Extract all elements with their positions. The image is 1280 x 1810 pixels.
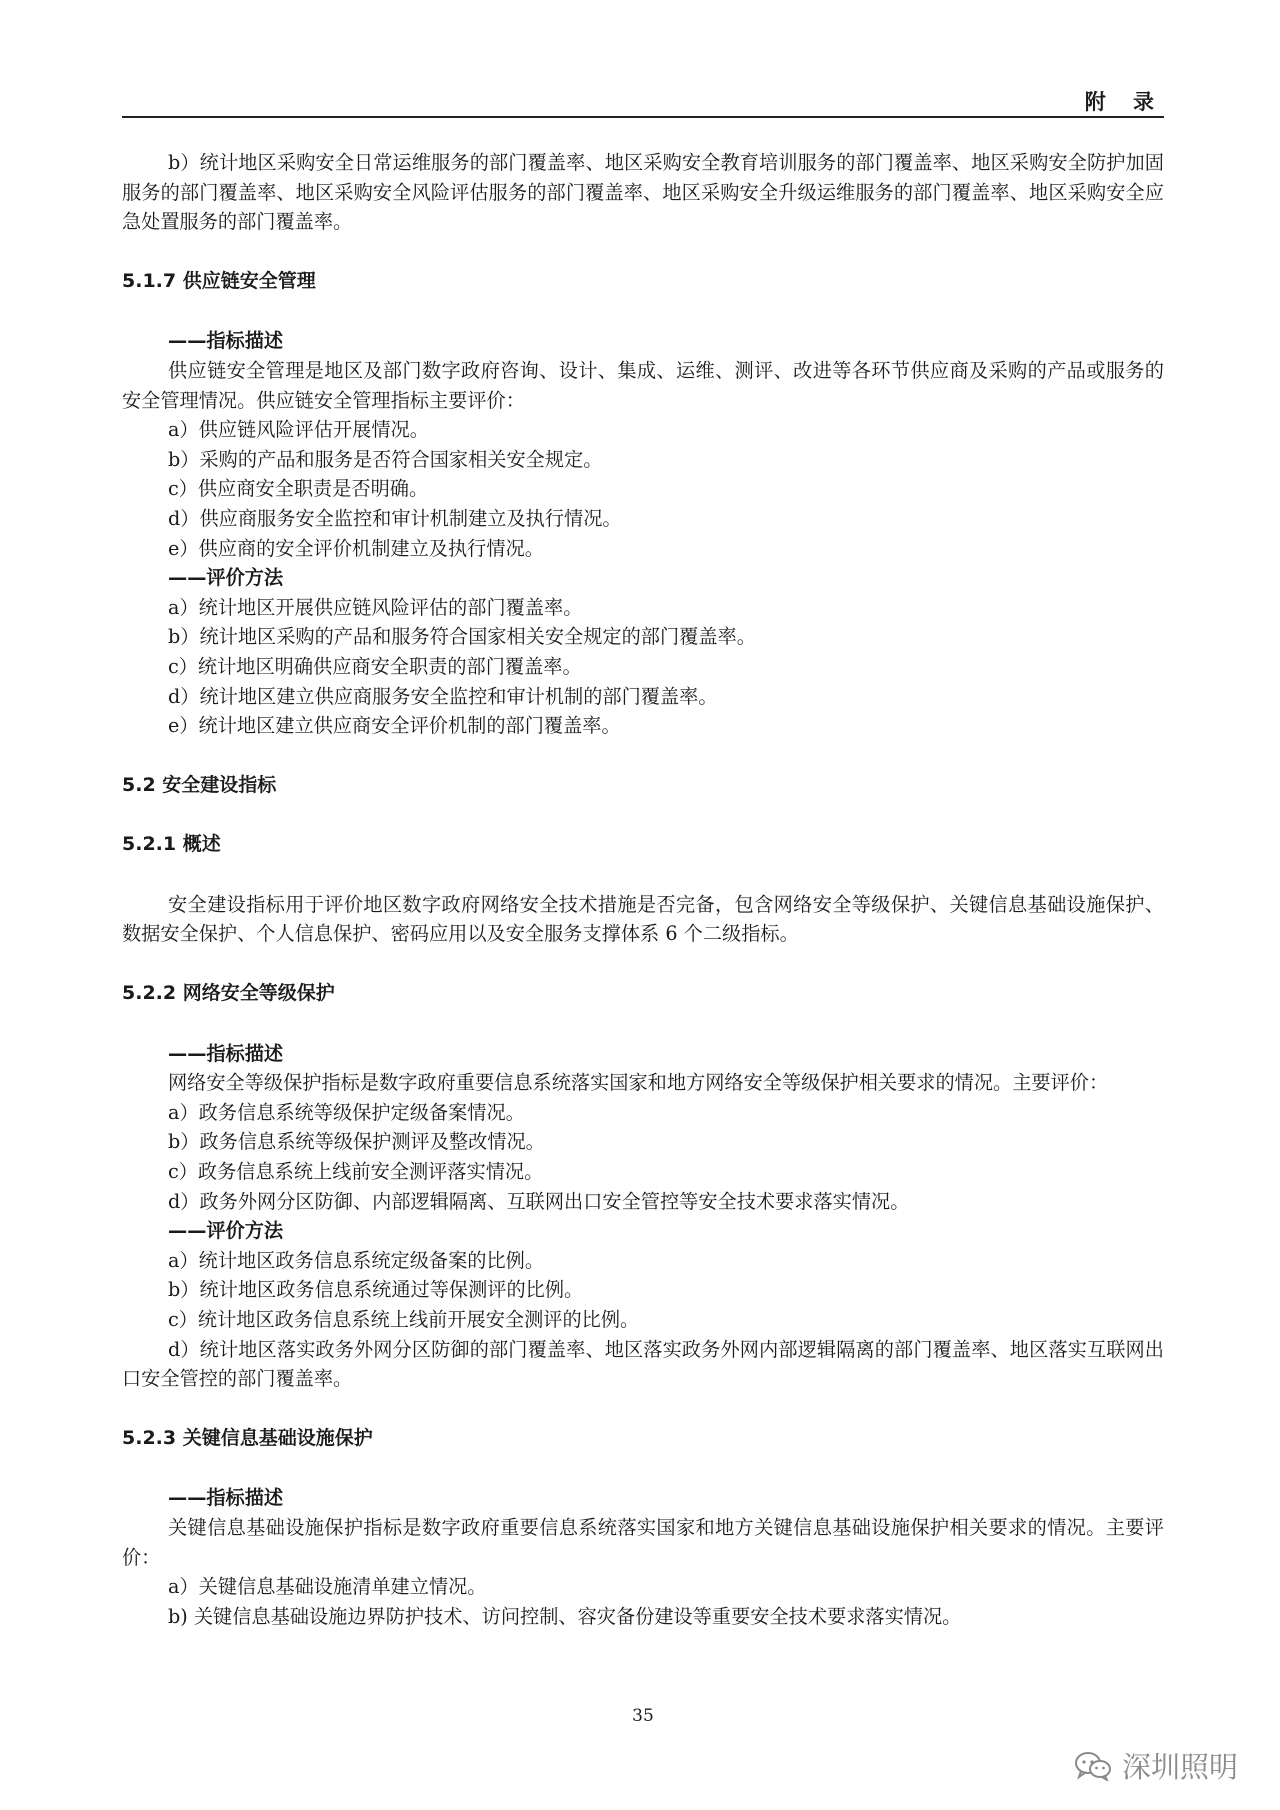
- subsection-heading: ——指标描述: [168, 329, 284, 353]
- watermark: [1074, 1745, 1238, 1786]
- section-heading: 5.2.2 网络安全等级保护: [122, 982, 335, 1005]
- spacer: [122, 237, 1164, 267]
- spacer: [122, 800, 1164, 830]
- header-rule: [122, 116, 1164, 118]
- paragraph: c）供应商安全职责是否明确。: [168, 477, 429, 501]
- wechat-icon: [1074, 1751, 1112, 1781]
- subsection-heading: ——评价方法: [168, 566, 284, 590]
- spacer: [122, 296, 1164, 326]
- paragraph: b）政务信息系统等级保护测评及整改情况。: [168, 1130, 545, 1154]
- spacer: [122, 1394, 1164, 1424]
- paragraph: c）统计地区明确供应商安全职责的部门覆盖率。: [168, 654, 582, 678]
- page-number: 35: [632, 1706, 654, 1726]
- spacer: [122, 1453, 1164, 1483]
- subsection-heading: ——评价方法: [168, 1219, 284, 1243]
- paragraph: 关键信息基础设施保护指标是数字政府重要信息系统落实国家和地方关键信息基础设施保护相关要求的情况。主要评价：: [122, 1515, 1164, 1569]
- paragraph: a）政务信息系统等级保护定级备案情况。: [168, 1100, 525, 1124]
- section-heading: 5.2 安全建设指标: [122, 773, 277, 796]
- paragraph: d）供应商服务安全监控和审计机制建立及执行情况。: [168, 506, 622, 530]
- paragraph: e）供应商的安全评价机制建立及执行情况。: [168, 536, 544, 560]
- document-body: [122, 148, 1164, 1631]
- section-heading: 5.2.3 关键信息基础设施保护: [122, 1426, 373, 1449]
- subsection-heading: ——指标描述: [168, 1041, 284, 1065]
- subsection-heading: ——指标描述: [168, 1486, 284, 1510]
- paragraph: a）统计地区政务信息系统定级备案的比例。: [168, 1248, 545, 1272]
- spacer: [122, 741, 1164, 771]
- paragraph: 安全建设指标用于评价地区数字政府网络安全技术措施是否完备，包含网络安全等级保护、关键信息基础设施保护、数据安全保护、个人信息保护、密码应用以及安全服务支撑体系 6 个二级指标。: [122, 892, 1164, 946]
- paragraph: 网络安全等级保护指标是数字政府重要信息系统落实国家和地方网络安全等级保护相关要求的情况。主要评价：: [168, 1071, 1109, 1095]
- paragraph: d）统计地区建立供应商服务安全监控和审计机制的部门覆盖率。: [168, 684, 718, 708]
- spacer: [122, 949, 1164, 979]
- spacer: [122, 860, 1164, 890]
- paragraph: a）供应链风险评估开展情况。: [168, 418, 429, 442]
- paragraph: b）统计地区采购安全日常运维服务的部门覆盖率、地区采购安全教育培训服务的部门覆盖率、地区采购安全防护加固服务的部门覆盖率、地区采购安全风险评估服务的部门覆盖率、地区采购安全升级运维服务的部门覆盖率、地区采购安全应急处置服务的部门覆盖率。: [122, 151, 1164, 234]
- paragraph: d）统计地区落实政务外网分区防御的部门覆盖率、地区落实政务外网内部逻辑隔离的部门覆盖率、地区落实互联网出口安全管控的部门覆盖率。: [122, 1337, 1164, 1391]
- paragraph: b）统计地区政务信息系统通过等保测评的比例。: [168, 1278, 584, 1302]
- paragraph: e）统计地区建立供应商安全评价机制的部门覆盖率。: [168, 714, 621, 738]
- paragraph: a）统计地区开展供应链风险评估的部门覆盖率。: [168, 595, 583, 619]
- paragraph: b）采购的产品和服务是否符合国家相关安全规定。: [168, 447, 603, 471]
- section-heading: 5.1.7 供应链安全管理: [122, 269, 316, 292]
- paragraph: b) 关键信息基础设施边界防护技术、访问控制、容灾备份建设等重要安全技术要求落实情况。: [168, 1604, 962, 1628]
- paragraph: b）统计地区采购的产品和服务符合国家相关安全规定的部门覆盖率。: [168, 625, 756, 649]
- paragraph: d）政务外网分区防御、内部逻辑隔离、互联网出口安全管控等安全技术要求落实情况。: [168, 1189, 910, 1213]
- paragraph: c）统计地区政务信息系统上线前开展安全测评的比例。: [168, 1308, 640, 1331]
- paragraph: 供应链安全管理是地区及部门数字政府咨询、设计、集成、运维、测评、改进等各环节供应商及采购的产品或服务的安全管理情况。供应链安全管理指标主要评价：: [122, 358, 1164, 412]
- document-page: [122, 0, 1164, 1810]
- appendix-header: 附 录: [1084, 90, 1164, 114]
- spacer: [122, 1009, 1164, 1039]
- section-heading: 5.2.1 概述: [122, 833, 221, 856]
- paragraph: a）关键信息基础设施清单建立情况。: [168, 1575, 487, 1599]
- watermark-text: 深圳照明: [1121, 1750, 1238, 1784]
- paragraph: c）政务信息系统上线前安全测评落实情况。: [168, 1160, 544, 1184]
